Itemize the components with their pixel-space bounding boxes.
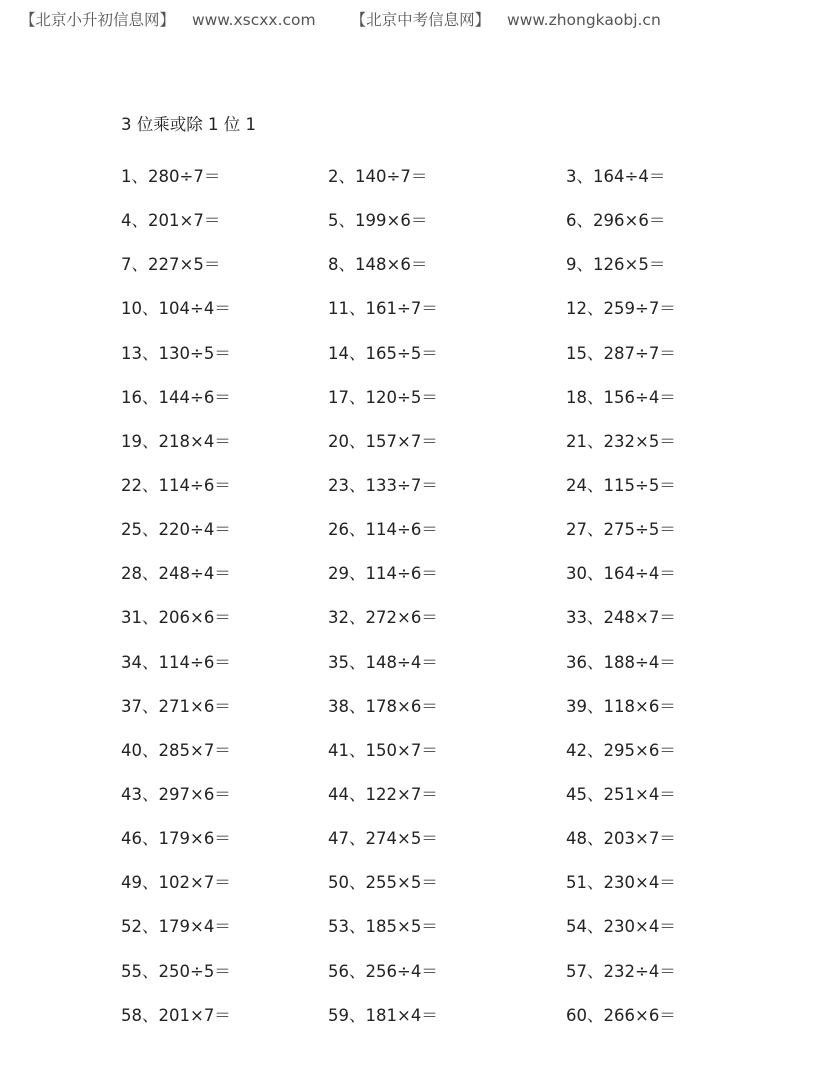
problem-item: 48、203×7＝ xyxy=(566,829,676,849)
problem-row xyxy=(121,948,721,992)
problem-item: 2、140÷7＝ xyxy=(328,167,428,187)
problem-item: 58、201×7＝ xyxy=(121,1005,231,1025)
problem-item: 35、148÷4＝ xyxy=(328,652,438,672)
header-site-url-1: www.xscxx.com xyxy=(191,11,316,29)
problem-item: 7、227×5＝ xyxy=(121,255,221,275)
problem-item: 55、250÷5＝ xyxy=(121,961,231,981)
problem-row xyxy=(121,903,721,947)
problem-item: 51、230×4＝ xyxy=(566,873,676,893)
problem-item: 19、218×4＝ xyxy=(121,431,231,451)
problem-item: 24、115÷5＝ xyxy=(566,476,676,496)
problem-item: 45、251×4＝ xyxy=(566,785,676,805)
problem-item: 11、161÷7＝ xyxy=(328,299,438,319)
problem-item: 23、133÷7＝ xyxy=(328,476,438,496)
problem-item: 36、188÷4＝ xyxy=(566,652,676,672)
problem-item: 14、165÷5＝ xyxy=(328,343,438,363)
header-site-name-2: 【北京中考信息网】 xyxy=(350,11,491,29)
problem-row xyxy=(121,285,721,329)
problem-item: 49、102×7＝ xyxy=(121,873,231,893)
problem-item: 30、164÷4＝ xyxy=(566,564,676,584)
problem-item: 43、297×6＝ xyxy=(121,785,231,805)
problem-item: 34、114÷6＝ xyxy=(121,652,231,672)
problem-item: 3、164÷4＝ xyxy=(566,167,666,187)
page-header xyxy=(20,8,661,30)
problem-item: 29、114÷6＝ xyxy=(328,564,438,584)
problem-row xyxy=(121,594,721,638)
problem-row xyxy=(121,153,721,197)
problem-item: 57、232÷4＝ xyxy=(566,961,676,981)
problem-row xyxy=(121,330,721,374)
problem-item: 50、255×5＝ xyxy=(328,873,438,893)
problem-item: 38、178×6＝ xyxy=(328,696,438,716)
problem-item: 18、156÷4＝ xyxy=(566,387,676,407)
problem-row xyxy=(121,506,721,550)
problem-item: 40、285×7＝ xyxy=(121,740,231,760)
problem-row xyxy=(121,418,721,462)
problem-row xyxy=(121,859,721,903)
header-site-name-1: 【北京小升初信息网】 xyxy=(20,11,176,29)
problem-row xyxy=(121,683,721,727)
problem-item: 32、272×6＝ xyxy=(328,608,438,628)
problem-item: 5、199×6＝ xyxy=(328,211,428,231)
problem-item: 26、114÷6＝ xyxy=(328,520,438,540)
problem-row xyxy=(121,550,721,594)
problem-row xyxy=(121,639,721,683)
problem-item: 17、120÷5＝ xyxy=(328,387,438,407)
problem-item: 56、256÷4＝ xyxy=(328,961,438,981)
problem-item: 9、126×5＝ xyxy=(566,255,666,275)
problem-row xyxy=(121,727,721,771)
problem-item: 44、122×7＝ xyxy=(328,785,438,805)
problem-item: 52、179×4＝ xyxy=(121,917,231,937)
problem-item: 1、280÷7＝ xyxy=(121,167,221,187)
problem-item: 6、296×6＝ xyxy=(566,211,666,231)
problem-row xyxy=(121,197,721,241)
problem-row xyxy=(121,771,721,815)
problem-item: 41、150×7＝ xyxy=(328,740,438,760)
problem-item: 8、148×6＝ xyxy=(328,255,428,275)
problem-item: 21、232×5＝ xyxy=(566,431,676,451)
problem-item: 54、230×4＝ xyxy=(566,917,676,937)
problem-row xyxy=(121,992,721,1036)
problem-item: 22、114÷6＝ xyxy=(121,476,231,496)
problem-item: 60、266×6＝ xyxy=(566,1005,676,1025)
problem-item: 20、157×7＝ xyxy=(328,431,438,451)
problem-item: 46、179×6＝ xyxy=(121,829,231,849)
problem-item: 13、130÷5＝ xyxy=(121,343,231,363)
worksheet-title: 3 位乘或除 1 位 1 xyxy=(121,115,256,134)
problem-item: 37、271×6＝ xyxy=(121,696,231,716)
problem-item: 28、248÷4＝ xyxy=(121,564,231,584)
problem-item: 12、259÷7＝ xyxy=(566,299,676,319)
problem-item: 25、220÷4＝ xyxy=(121,520,231,540)
problem-item: 53、185×5＝ xyxy=(328,917,438,937)
problem-item: 42、295×6＝ xyxy=(566,740,676,760)
problem-item: 27、275÷5＝ xyxy=(566,520,676,540)
problem-row xyxy=(121,462,721,506)
problem-row xyxy=(121,815,721,859)
problem-item: 4、201×7＝ xyxy=(121,211,221,231)
problem-item: 39、118×6＝ xyxy=(566,696,676,716)
problem-item: 10、104÷4＝ xyxy=(121,299,231,319)
problem-grid xyxy=(121,153,721,1036)
header-site-url-2: www.zhongkaobj.cn xyxy=(507,11,661,29)
problem-item: 47、274×5＝ xyxy=(328,829,438,849)
problem-item: 16、144÷6＝ xyxy=(121,387,231,407)
problem-row xyxy=(121,374,721,418)
problem-item: 33、248×7＝ xyxy=(566,608,676,628)
problem-item: 31、206×6＝ xyxy=(121,608,231,628)
problem-item: 15、287÷7＝ xyxy=(566,343,676,363)
problem-item: 59、181×4＝ xyxy=(328,1005,438,1025)
problem-row xyxy=(121,241,721,285)
